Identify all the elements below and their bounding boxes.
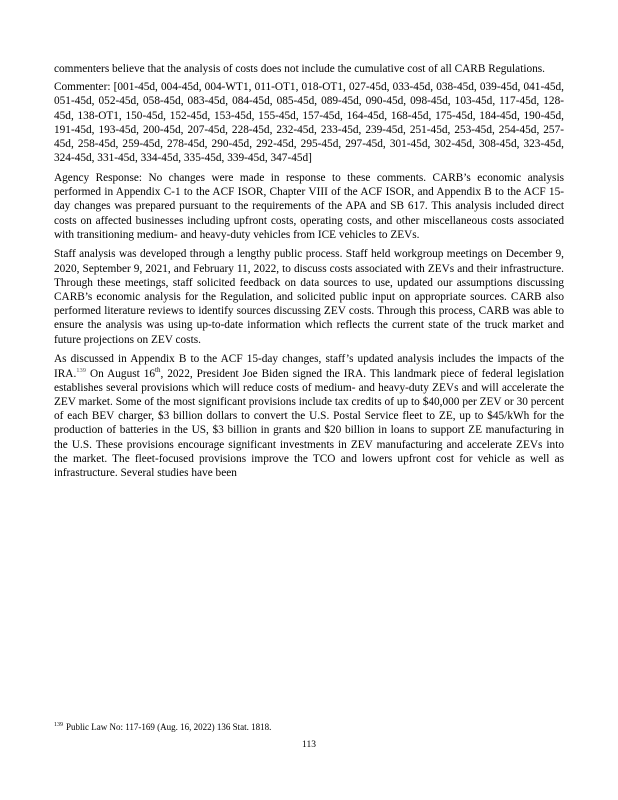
staff-analysis-paragraph: Staff analysis was developed through a lengthy public process. Staff held workgroup meetings on December 9, 2020, September 9, 2021, and February 11, 2022, to discuss costs associated with ZEVs and their infrastructure. Through these meetings, staff solicited feedback on data sources to use, updated our assumptions discussing CARB’s economic analysis for the Regulation, and solicited public input on appropriate sources. CARB also performed literature reviews to identify sources discussing ZEV costs. Through this process, CARB was able to ensure the analysis was using up-to-date information which reflects the current state of the truck market and future projections on ZEV costs. bbox=[54, 248, 564, 346]
commenter-list: Commenter: [001-45d, 004-45d, 004-WT1, 011-OT1, 018-OT1, 027-45d, 033-45d, 038-45d, 039-45d, 041-45d, 051-45d, 052-45d, 058-45d, 083-45d, 084-45d, 085-45d, 089-45d, 090-45d, 098-45d, 103-45d, 117-45d, 128-45d, 138-OT1, 150-45d, 152-45d, 153-45d, 155-45d, 157-45d, 164-45d, 168-45d, 175-45d, 184-45d, 190-45d, 191-45d, 193-45d, 200-45d, 207-45d, 228-45d, 232-45d, 233-45d, 239-45d, 251-45d, 253-45d, 254-45d, 257-45d, 258-45d, 259-45d, 278-45d, 290-45d, 292-45d, 295-45d, 297-45d, 301-45d, 302-45d, 308-45d, 323-45d, 324-45d, 331-45d, 334-45d, 335-45d, 339-45d, 347-45d] bbox=[54, 81, 564, 165]
ira-text-a: As discussed in Appendix B to the ACF 15-day changes, staff’s updated analysis includes the impacts of the IRA. bbox=[54, 353, 564, 380]
body-text bbox=[54, 62, 564, 486]
paragraph-continuation: commenters believe that the analysis of costs does not include the cumulative cost of all CARB Regulations. bbox=[54, 63, 545, 75]
footnote-reference[interactable]: 139 bbox=[76, 366, 87, 374]
ira-paragraph bbox=[54, 352, 564, 480]
footnote-text: Public Law No: 117-169 (Aug. 16, 2022) 136 Stat. 1818. bbox=[66, 722, 272, 732]
ira-text-c: , 2022, President Joe Biden signed the IRA. This landmark piece of federal legislation establishes several provisions which will reduce costs of medium- and heavy-duty ZEVs and will accelerate the ZEV market. Some of the most significant provisions include tax credits of up to $40,000 per ZEV or 30 percent of each BEV charger, $3 billion dollars to convert the U.S. Postal Service fleet to ZE, up to $45/kWh for the production of batteries in the US, $3 billion in grants and $20 billion in loans to support ZE manufacturing in the U.S. These provisions encourage significant investments in ZEV manufacturing and accelerate ZEVs into the market. The fleet-focused provisions improve the TCO and lowers upfront cost for vehicle as well as infrastructure. Several studies have been bbox=[54, 367, 564, 479]
ira-text-b: On August 16 bbox=[86, 367, 156, 380]
ordinal-suffix: th bbox=[155, 365, 161, 374]
footnote bbox=[54, 722, 564, 732]
page-number: 113 bbox=[302, 740, 316, 750]
footnote-number: 139 bbox=[54, 722, 63, 728]
agency-response-paragraph: Agency Response: No changes were made in response to these comments. CARB’s economic analysis performed in Appendix C-1 to the ACF ISOR, Chapter VIII of the ACF ISOR, and Appendix B to the ACF 15-day changes was prepared pursuant to the requirements of the APA and SB 617. This analysis included direct costs on affected businesses including upfront costs, operating costs, and other miscellaneous costs associated with transitioning medium- and heavy-duty vehicles from ICE vehicles to ZEVs. bbox=[54, 171, 564, 241]
